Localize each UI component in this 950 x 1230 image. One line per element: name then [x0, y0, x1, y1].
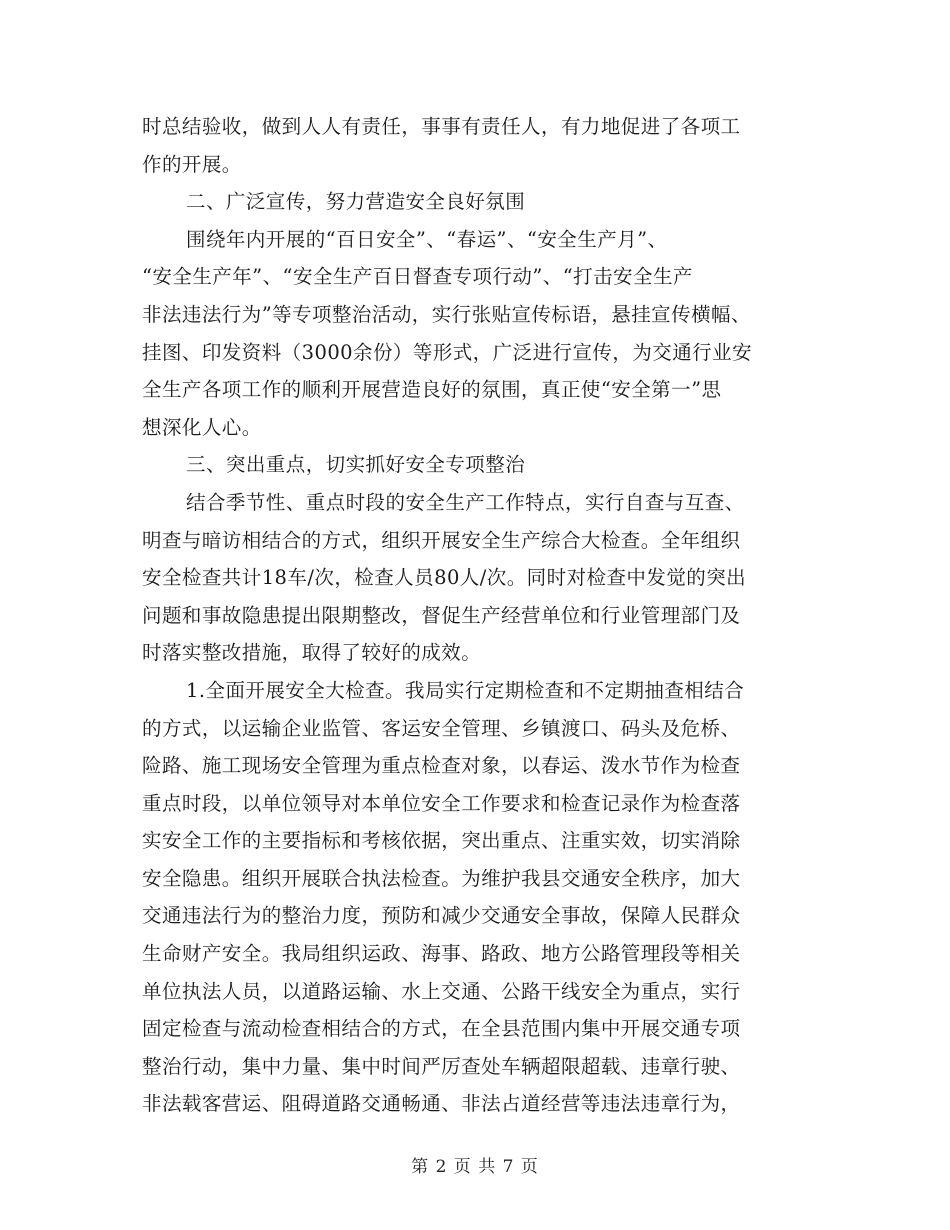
text-line: “安全生产年”、“安全生产百日督查专项行动”、“打击安全生产 — [142, 265, 693, 289]
text-line: 固定检查与流动检查相结合的方式，在全县范围内集中开展交通专项 — [142, 1017, 741, 1041]
text-line: 整治行动，集中力量、集中时间严厉查处车辆超限超载、违章行驶、 — [142, 1054, 741, 1078]
text-line: 非法载客营运、阻碍道路交通畅通、非法占道经营等违法违章行为， — [142, 1092, 741, 1116]
text-line: 的方式，以运输企业监管、客运安全管理、乡镇渡口、码头及危桥、 — [142, 716, 741, 740]
text-line: 全生产各项工作的顺利开展营造良好的氛围，真正使“安全第一”思 — [142, 378, 722, 402]
text-line: 重点时段，以单位领导对本单位安全工作要求和检查记录作为检查落 — [142, 791, 741, 815]
text-line: 险路、施工现场安全管理为重点检查对象，以春运、泼水节作为检查 — [142, 754, 741, 778]
text-line: 交通违法行为的整治力度，预防和减少交通安全事故，保障人民群众 — [142, 904, 741, 928]
text-line: 时落实整改措施，取得了较好的成效。 — [142, 641, 482, 665]
text-line: 想深化人心。 — [142, 415, 262, 439]
text-line: 安全检查共计18车/次，检查人员80人/次。同时对检查中发觉的突出 — [142, 566, 747, 590]
section-heading: 三、突出重点，切实抓好安全专项整治 — [186, 453, 526, 477]
text-line: 单位执法人员，以道路运输、水上交通、公路干线安全为重点，实行 — [142, 979, 741, 1003]
text-line: 结合季节性、重点时段的安全生产工作特点，实行自查与互查、 — [186, 490, 745, 514]
section-heading: 二、广泛宣传，努力营造安全良好氛围 — [186, 190, 526, 214]
text-line: 作的开展。 — [142, 152, 242, 176]
text-line: 问题和事故隐患提出限期整改，督促生产经营单位和行业管理部门及 — [142, 603, 741, 627]
text-line: 1.全面开展安全大检查。我局实行定期检查和不定期抽查相结合 — [186, 678, 745, 702]
text-line: 非法违法行为”等专项整治活动，实行张贴宣传标语，悬挂宣传横幅、 — [142, 302, 751, 326]
text-line: 挂图、印发资料（3000余份）等形式，广泛进行宣传，为交通行业安 — [142, 340, 753, 364]
text-line: 安全隐患。组织开展联合执法检查。为维护我县交通安全秩序，加大 — [142, 866, 741, 890]
text-line: 时总结验收，做到人人有责任，事事有责任人，有力地促进了各项工 — [142, 115, 741, 138]
text-line: 围绕年内开展的“百日安全”、“春运”、“安全生产月”、 — [186, 227, 668, 251]
document-body — [142, 108, 812, 1123]
text-line: 生命财产安全。我局组织运政、海事、路政、地方公路管理段等相关 — [142, 942, 741, 966]
page-number-footer: 第 2 页 共 7 页 — [411, 1157, 539, 1177]
text-line: 明查与暗访相结合的方式，组织开展安全生产综合大检查。全年组织 — [142, 528, 741, 552]
text-line: 实安全工作的主要指标和考核依据，突出重点、注重实效，切实消除 — [142, 829, 741, 853]
